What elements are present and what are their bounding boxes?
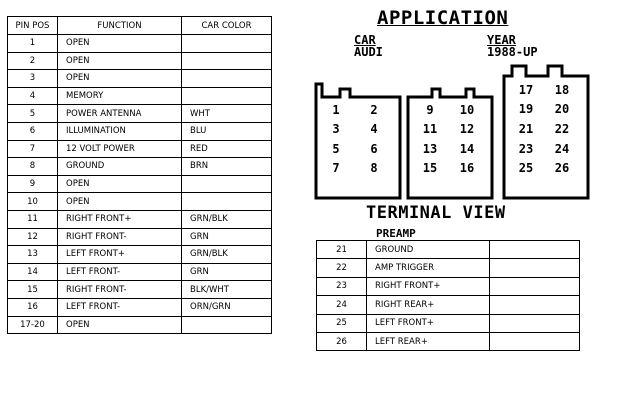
preamp-color-cell — [490, 241, 580, 259]
preamp-row — [317, 314, 580, 332]
preamp-row — [317, 332, 580, 350]
terminal-view-title: TERMINAL VIEW — [366, 203, 506, 223]
car-color-cell: GRN/BLK — [182, 246, 272, 264]
function-cell: OPEN — [58, 52, 182, 70]
preamp-function-cell: RIGHT REAR+ — [367, 296, 490, 314]
pin-pos-cell: 12 — [8, 228, 58, 246]
car-color-cell: BLK/WHT — [182, 281, 272, 299]
pin-pos-cell: 5 — [8, 105, 58, 123]
preamp-row — [317, 296, 580, 314]
connector-pin-number: 13 — [422, 142, 438, 156]
connector-pin-number: 6 — [370, 142, 378, 156]
preamp-color-cell — [490, 332, 580, 350]
car-color-cell: GRN/BLK — [182, 210, 272, 228]
preamp-color-cell — [490, 277, 580, 295]
header-pin-pos: PIN POS — [8, 17, 58, 35]
function-cell: GROUND — [58, 158, 182, 176]
function-cell: OPEN — [58, 70, 182, 88]
pin-pos-cell: 13 — [8, 246, 58, 264]
connector-pin-number: 18 — [554, 83, 570, 97]
year-label: YEAR — [487, 33, 516, 47]
pin-pos-cell: 16 — [8, 298, 58, 316]
preamp-pin-cell: 22 — [317, 259, 367, 277]
connector-pin-number: 9 — [426, 103, 434, 117]
connector-pin-number: 7 — [332, 161, 340, 175]
header-function: FUNCTION — [58, 17, 182, 35]
connector-pin-number: 23 — [518, 142, 534, 156]
car-label: CAR — [354, 33, 376, 47]
pin-pos-cell: 7 — [8, 140, 58, 158]
preamp-row — [317, 241, 580, 259]
connector-pin-number: 5 — [332, 142, 340, 156]
connector-pin-number: 10 — [459, 103, 475, 117]
connector-pin-number: 26 — [554, 161, 570, 175]
year-value: 1988-UP — [487, 45, 538, 59]
preamp-color-cell — [490, 314, 580, 332]
connector-1-outline — [316, 84, 400, 198]
header-car-color: CAR COLOR — [182, 17, 272, 35]
connector-pin-number: 2 — [370, 103, 378, 117]
function-cell: RIGHT FRONT- — [58, 228, 182, 246]
function-cell: MEMORY — [58, 87, 182, 105]
connector-pin-number: 16 — [459, 161, 475, 175]
pin-pos-cell: 11 — [8, 210, 58, 228]
preamp-color-cell — [490, 296, 580, 314]
function-cell: RIGHT FRONT+ — [58, 210, 182, 228]
car-color-cell: GRN — [182, 228, 272, 246]
connector-pin-number: 15 — [422, 161, 438, 175]
pin-pos-cell: 8 — [8, 158, 58, 176]
function-cell: POWER ANTENNA — [58, 105, 182, 123]
connector-pin-number: 4 — [370, 122, 378, 136]
function-cell: OPEN — [58, 316, 182, 334]
preamp-pin-cell: 24 — [317, 296, 367, 314]
function-cell: LEFT FRONT- — [58, 298, 182, 316]
car-color-cell: GRN — [182, 263, 272, 281]
preamp-row — [317, 259, 580, 277]
connector-pin-number: 11 — [422, 122, 438, 136]
car-color-cell: BLU — [182, 122, 272, 140]
preamp-function-cell: AMP TRIGGER — [367, 259, 490, 277]
function-cell: LEFT FRONT- — [58, 263, 182, 281]
connector-pin-number: 21 — [518, 122, 534, 136]
car-color-cell: BRN — [182, 158, 272, 176]
preamp-function-cell: GROUND — [367, 241, 490, 259]
function-cell: LEFT FRONT+ — [58, 246, 182, 264]
preamp-color-cell — [490, 259, 580, 277]
function-cell: ILLUMINATION — [58, 122, 182, 140]
preamp-pin-cell: 25 — [317, 314, 367, 332]
car-color-cell: ORN/GRN — [182, 298, 272, 316]
pin-pos-cell: 3 — [8, 70, 58, 88]
connector-pin-number: 14 — [459, 142, 475, 156]
function-cell: OPEN — [58, 175, 182, 193]
pin-pos-cell: 1 — [8, 35, 58, 53]
preamp-pin-cell: 26 — [317, 332, 367, 350]
preamp-function-cell: RIGHT FRONT+ — [367, 277, 490, 295]
pin-pos-cell: 17-20 — [8, 316, 58, 334]
pin-pos-cell: 6 — [8, 122, 58, 140]
preamp-pin-cell: 21 — [317, 241, 367, 259]
connector-pin-number: 8 — [370, 161, 378, 175]
function-cell: OPEN — [58, 35, 182, 53]
pin-pos-cell: 2 — [8, 52, 58, 70]
function-cell: OPEN — [58, 193, 182, 211]
pin-pos-cell: 4 — [8, 87, 58, 105]
preamp-table — [316, 240, 580, 351]
pin-pos-cell: 9 — [8, 175, 58, 193]
preamp-pin-cell: 23 — [317, 277, 367, 295]
connector-pin-number: 22 — [554, 122, 570, 136]
pin-pos-cell: 15 — [8, 281, 58, 299]
preamp-function-cell: LEFT FRONT+ — [367, 314, 490, 332]
application-title: APPLICATION — [377, 7, 509, 29]
connector-pin-number: 3 — [332, 122, 340, 136]
function-cell: 12 VOLT POWER — [58, 140, 182, 158]
car-color-cell: RED — [182, 140, 272, 158]
car-value: AUDI — [354, 45, 383, 59]
pin-pos-cell: 10 — [8, 193, 58, 211]
preamp-function-cell: LEFT REAR+ — [367, 332, 490, 350]
connector-pin-number: 20 — [554, 102, 570, 116]
pin-pos-cell: 14 — [8, 263, 58, 281]
connector-pin-number: 12 — [459, 122, 475, 136]
connector-pin-number: 24 — [554, 142, 570, 156]
preamp-row — [317, 277, 580, 295]
preamp-title: PREAMP — [376, 227, 416, 240]
connector-pin-number: 1 — [332, 103, 340, 117]
connector-pin-number: 19 — [518, 102, 534, 116]
connector-pin-number: 25 — [518, 161, 534, 175]
connector-pin-number: 17 — [518, 83, 534, 97]
car-color-cell: WHT — [182, 105, 272, 123]
function-cell: RIGHT FRONT- — [58, 281, 182, 299]
